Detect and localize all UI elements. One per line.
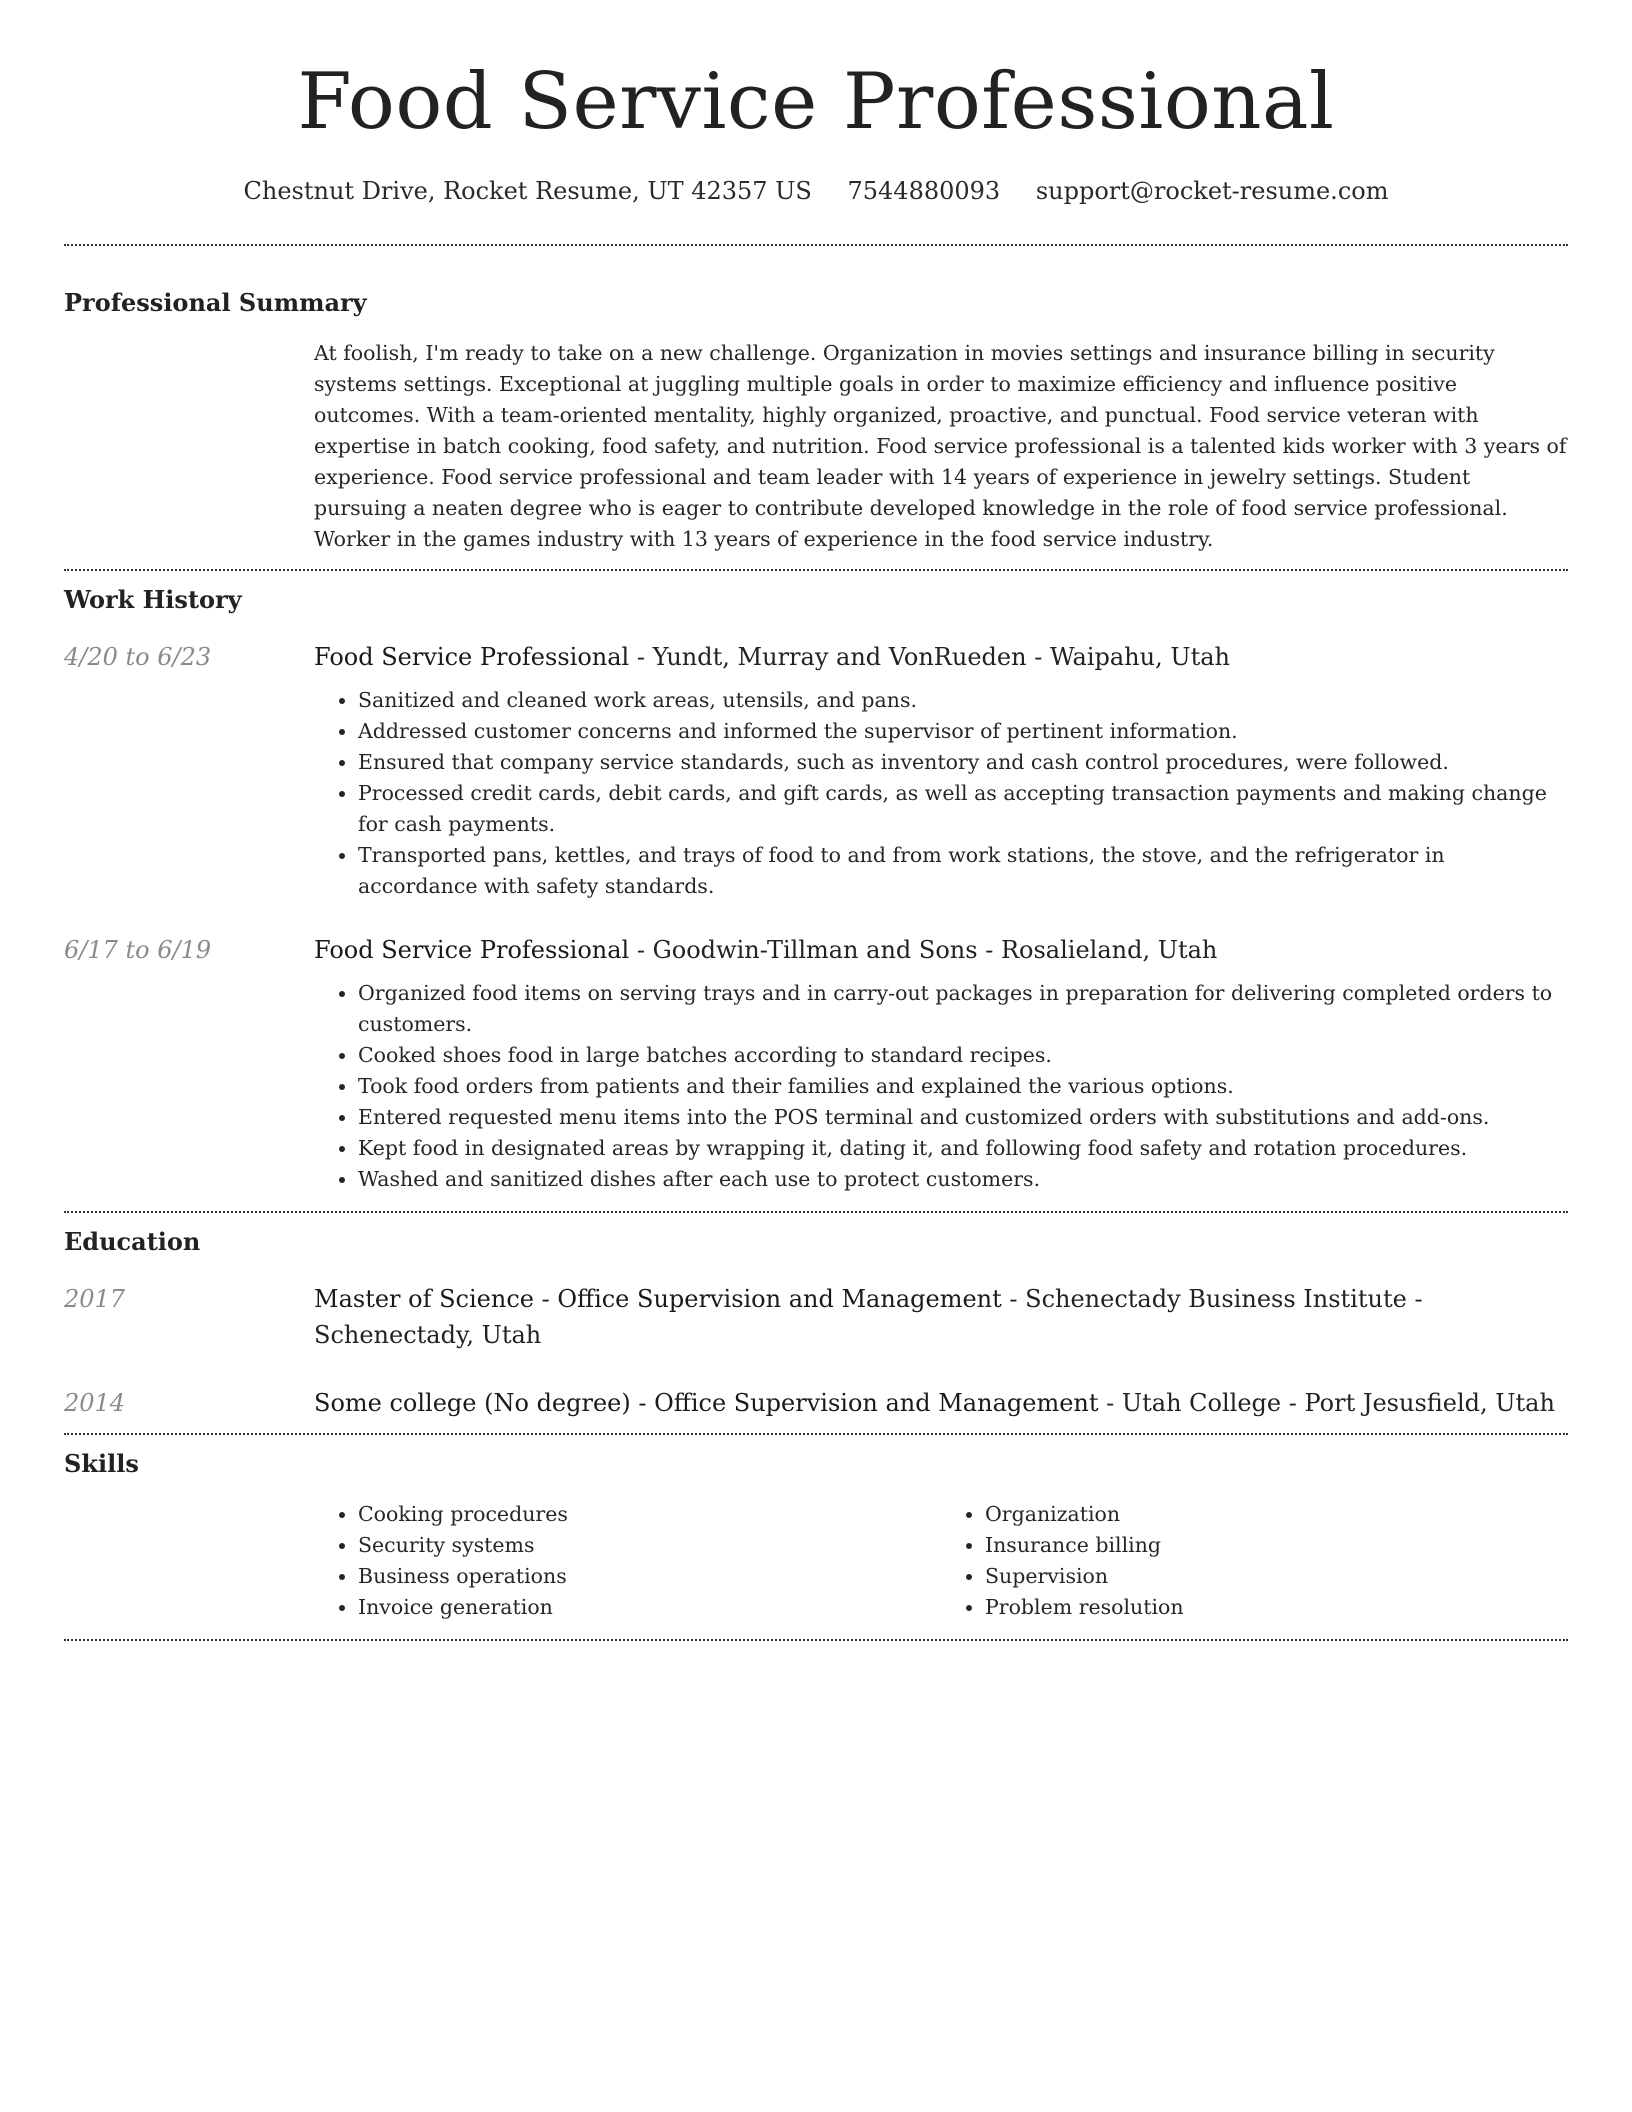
bullet-item: • Organized food items on serving trays and in carry-out packages in preparation for delivering completed orders to customers.	[358, 978, 1568, 1040]
work-location: Waipahu, Utah	[1049, 643, 1230, 671]
contact-email: support@rocket-resume.com	[1035, 177, 1389, 205]
education-entry	[64, 1385, 1568, 1421]
education-school: Utah College	[1121, 1389, 1282, 1417]
resume-name: Food Service Professional	[297, 57, 1335, 147]
skill-item: • Supervision	[985, 1561, 1568, 1592]
education-heading	[314, 1281, 1568, 1353]
work-body	[314, 639, 1568, 902]
heading-separator: -	[1001, 1285, 1026, 1313]
heading-separator: -	[1026, 643, 1050, 671]
skills-title: Skills	[64, 1449, 139, 1478]
bullet-item: • Processed credit cards, debit cards, and gift cards, as well as accepting transaction payments and making change for cash payments.	[358, 778, 1568, 840]
bullet-item: • Entered requested menu items into the POS terminal and customized orders with substitutions and add-ons.	[358, 1102, 1568, 1133]
education-date: 2014	[64, 1389, 126, 1417]
work-location: Rosalieland, Utah	[1000, 936, 1218, 964]
heading-separator: -	[1281, 1389, 1305, 1417]
bullet-item: • Kept food in designated areas by wrapping it, dating it, and following food safety and rotation procedures.	[358, 1133, 1568, 1164]
heading-separator: -	[629, 643, 653, 671]
skill-item: • Business operations	[358, 1561, 941, 1592]
work-heading	[314, 932, 1568, 968]
work-bullets	[314, 685, 1568, 902]
education-body	[314, 1385, 1568, 1421]
bullet-item: • Washed and sanitized dishes after each use to protect customers.	[358, 1164, 1568, 1195]
heading-separator: -	[1098, 1389, 1122, 1417]
education-location: Port Jesusfield, Utah	[1304, 1389, 1555, 1417]
education-degree: Master of Science - Office Supervision and Management	[314, 1285, 1002, 1313]
bullet-item: • Ensured that company service standards, such as inventory and cash control procedures, were followed.	[358, 747, 1568, 778]
education-location: Schenectady, Utah	[314, 1321, 542, 1349]
skills-column-left	[314, 1499, 941, 1623]
skill-item: • Problem resolution	[985, 1592, 1568, 1623]
summary-title: Professional Summary	[64, 288, 367, 317]
bullet-item: • Addressed customer concerns and informed the supervisor of pertinent information.	[358, 716, 1568, 747]
work-body	[314, 932, 1568, 1195]
work-entry	[64, 932, 1568, 1195]
bullet-item: • Cooked shoes food in large batches according to standard recipes.	[358, 1040, 1568, 1071]
education-school: Schenectady Business Institute	[1025, 1285, 1407, 1313]
work-date: 6/17 to 6/19	[64, 936, 212, 964]
work-date: 4/20 to 6/23	[64, 643, 212, 671]
skills-grid	[314, 1499, 1568, 1623]
skill-item: • Invoice generation	[358, 1592, 941, 1623]
education-date: 2017	[64, 1285, 126, 1313]
skill-item: • Insurance billing	[985, 1530, 1568, 1561]
bullet-item: • Took food orders from patients and their families and explained the various options.	[358, 1071, 1568, 1102]
work-role: Food Service Professional	[314, 936, 630, 964]
education-degree: Some college (No degree) - Office Supervision and Management	[314, 1389, 1099, 1417]
bullet-item: • Transported pans, kettles, and trays of food to and from work stations, the stove, and the refrigerator in accordance with safety standards.	[358, 840, 1568, 902]
contact-phone: 7544880093	[847, 177, 1001, 205]
section-divider	[64, 1211, 1568, 1213]
heading-separator: -	[1406, 1285, 1423, 1313]
education-body	[314, 1281, 1568, 1353]
section-divider	[64, 1433, 1568, 1435]
work-company: Yundt, Murray and VonRueden	[652, 643, 1027, 671]
skills-column-right	[941, 1499, 1568, 1623]
section-divider	[64, 244, 1568, 246]
work-role: Food Service Professional	[314, 643, 630, 671]
section-divider	[64, 1639, 1568, 1641]
skill-item: • Cooking procedures	[358, 1499, 941, 1530]
contact-line	[64, 174, 1568, 208]
heading-separator: -	[629, 936, 653, 964]
work-heading	[314, 639, 1568, 675]
work-title: Work History	[64, 585, 242, 614]
education-heading	[314, 1385, 1568, 1421]
education-section	[64, 1225, 1568, 1433]
education-entry	[64, 1281, 1568, 1353]
bullet-item: • Sanitized and cleaned work areas, utensils, and pans.	[358, 685, 1568, 716]
summary-section	[64, 286, 1568, 555]
skills-section	[64, 1447, 1568, 1623]
skill-item: • Organization	[985, 1499, 1568, 1530]
heading-separator: -	[977, 936, 1001, 964]
work-entry	[64, 639, 1568, 902]
summary-text: At foolish, I'm ready to take on a new challenge. Organization in movies settings and insurance billing in security systems settings. Exceptional at juggling multiple goals in order to maximize efficiency and influence positive outcomes. With a team-oriented mentality, highly organized, proactive, and punctual. Food service veteran with expertise in batch cooking, food safety, and nutrition. Food service professional is a talented kids worker with 3 years of experience. Food service professional and team leader with 14 years of experience in jewelry settings. Student pursuing a neaten degree who is eager to contribute developed knowledge in the role of food service professional. Worker in the games industry with 13 years of experience in the food service industry.	[314, 341, 1567, 551]
work-company: Goodwin-Tillman and Sons	[652, 936, 978, 964]
skill-item: • Security systems	[358, 1530, 941, 1561]
education-title: Education	[64, 1227, 201, 1256]
contact-address: Chestnut Drive, Rocket Resume, UT 42357 US	[243, 177, 812, 205]
section-divider	[64, 569, 1568, 571]
work-section	[64, 583, 1568, 1211]
work-bullets	[314, 978, 1568, 1195]
